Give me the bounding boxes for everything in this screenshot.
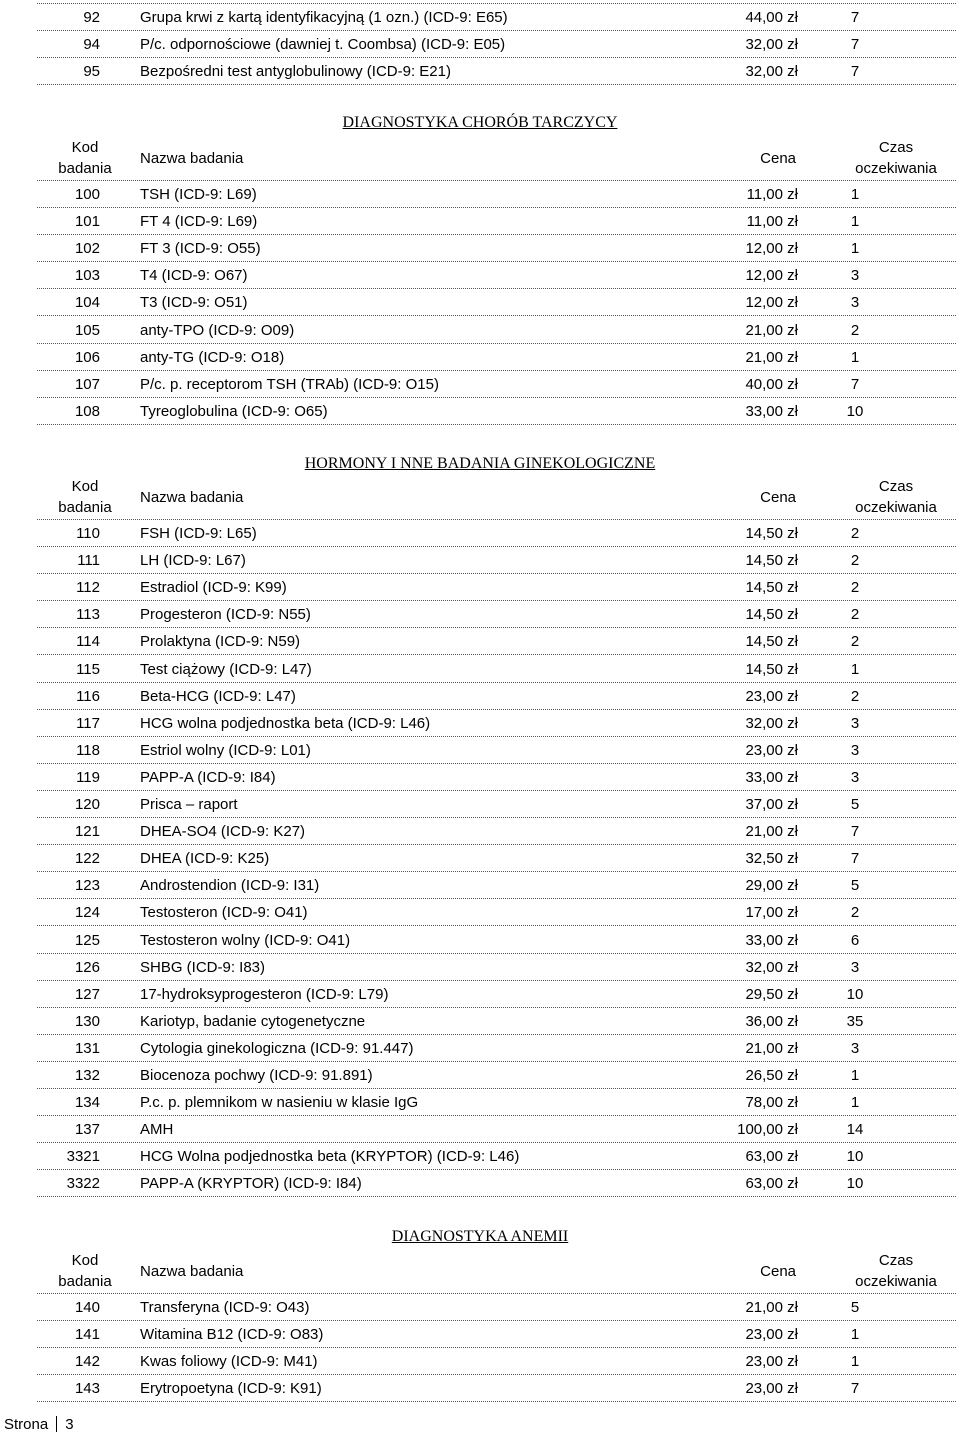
test-code: 95 xyxy=(83,63,100,81)
waiting-time: 7 xyxy=(850,36,860,54)
waiting-time: 10 xyxy=(846,402,864,420)
waiting-time: 7 xyxy=(850,63,860,81)
test-price: 63,00 zł xyxy=(745,1175,798,1193)
test-price: 21,00 zł xyxy=(745,1039,798,1057)
waiting-time: 6 xyxy=(850,931,860,949)
header-code-line: badania xyxy=(58,160,112,177)
test-code: 112 xyxy=(76,579,100,597)
test-name: Prisca – raport xyxy=(140,796,238,813)
header-name: Nazwa badania xyxy=(140,150,244,167)
waiting-time: 7 xyxy=(850,375,860,393)
test-name: Witamina B12 (ICD-9: O83) xyxy=(140,1326,324,1344)
header-code-line: Kod xyxy=(71,478,99,495)
header-wait-line: Czas xyxy=(878,139,914,156)
test-name: Transferyna (ICD-9: O43) xyxy=(140,1299,310,1316)
table-row xyxy=(0,656,960,683)
test-name: FT 3 (ICD-9: O55) xyxy=(140,240,261,258)
waiting-time: 1 xyxy=(850,348,860,366)
table-row xyxy=(0,1008,960,1035)
table-row xyxy=(0,683,960,710)
test-name: anty-TPO (ICD-9: O09) xyxy=(140,321,295,339)
test-price: 44,00 zł xyxy=(745,9,798,26)
test-code: 126 xyxy=(74,958,100,976)
test-price: 23,00 zł xyxy=(745,1353,798,1371)
table-header xyxy=(0,1250,960,1294)
test-code: 120 xyxy=(74,796,100,813)
test-code: 140 xyxy=(74,1299,100,1316)
header-wait-line: oczekiwania xyxy=(855,160,937,177)
table-row xyxy=(0,4,960,31)
row-divider xyxy=(37,424,956,425)
test-price: 100,00 zł xyxy=(737,1121,798,1139)
header-wait xyxy=(836,476,956,518)
test-code: 105 xyxy=(74,321,100,339)
test-code: 100 xyxy=(74,186,100,203)
section-title: DIAGNOSTYKA CHORÓB TARCZYCY xyxy=(342,114,618,131)
table-row xyxy=(0,547,960,574)
waiting-time: 35 xyxy=(846,1012,864,1030)
test-code: 118 xyxy=(76,741,100,759)
table-row xyxy=(0,208,960,235)
test-code: 142 xyxy=(74,1353,100,1371)
test-price: 78,00 zł xyxy=(745,1094,798,1112)
header-code-line: badania xyxy=(58,1273,112,1290)
test-price: 33,00 zł xyxy=(745,931,798,949)
table-row xyxy=(0,398,960,425)
test-price: 14,50 zł xyxy=(745,660,798,678)
waiting-time: 3 xyxy=(850,768,860,786)
test-price: 36,00 zł xyxy=(745,1012,798,1030)
test-price: 32,00 zł xyxy=(745,714,798,732)
waiting-time: 5 xyxy=(850,1299,860,1316)
test-price: 14,50 zł xyxy=(745,633,798,651)
footer-separator xyxy=(56,1416,57,1432)
test-price: 21,00 zł xyxy=(745,321,798,339)
test-price: 29,50 zł xyxy=(745,985,798,1003)
test-code: 101 xyxy=(74,213,100,231)
test-name: Prolaktyna (ICD-9: N59) xyxy=(140,633,301,651)
test-code: 92 xyxy=(83,9,100,26)
footer-page-number: 3 xyxy=(65,1416,74,1433)
test-name: Cytologia ginekologiczna (ICD-9: 91.447) xyxy=(140,1039,414,1057)
waiting-time: 3 xyxy=(850,1039,860,1057)
test-code: 127 xyxy=(74,985,100,1003)
test-price: 23,00 zł xyxy=(745,741,798,759)
waiting-time: 7 xyxy=(850,850,860,868)
test-price: 14,50 zł xyxy=(745,525,798,542)
header-code xyxy=(50,137,120,179)
test-name: Testosteron (ICD-9: O41) xyxy=(140,904,308,922)
test-name: Grupa krwi z kartą identyfikacyjną (1 ozn.) (ICD-9: E65) xyxy=(140,9,508,26)
waiting-time: 3 xyxy=(850,958,860,976)
table-row xyxy=(0,574,960,601)
table-row xyxy=(0,31,960,58)
waiting-time: 2 xyxy=(850,525,860,542)
table-row xyxy=(0,791,960,818)
table-row xyxy=(0,954,960,981)
test-code: 141 xyxy=(74,1326,100,1344)
test-code: 116 xyxy=(76,687,100,705)
section-title: DIAGNOSTYKA ANEMII xyxy=(391,1228,569,1245)
waiting-time: 7 xyxy=(850,1380,860,1398)
test-code: 3322 xyxy=(66,1175,100,1193)
header-wait-line: oczekiwania xyxy=(855,499,937,516)
test-name: PAPP-A (KRYPTOR) (ICD-9: I84) xyxy=(140,1175,362,1193)
header-price: Cena xyxy=(760,150,796,167)
test-name: Erytropoetyna (ICD-9: K91) xyxy=(140,1380,322,1398)
header-name: Nazwa badania xyxy=(140,1263,244,1280)
test-price: 33,00 zł xyxy=(745,402,798,420)
waiting-time: 1 xyxy=(850,1353,860,1371)
test-price: 12,00 zł xyxy=(745,294,798,312)
test-name: HCG wolna podjednostka beta (ICD-9: L46) xyxy=(140,714,431,732)
waiting-time: 2 xyxy=(850,552,860,570)
table-row xyxy=(0,1294,960,1321)
test-name: T3 (ICD-9: O51) xyxy=(140,294,248,312)
test-name: DHEA-SO4 (ICD-9: K27) xyxy=(140,823,306,841)
test-name: P/c. p. receptorom TSH (TRAb) (ICD-9: O15) xyxy=(140,375,439,393)
test-price: 32,00 zł xyxy=(745,36,798,54)
waiting-time: 3 xyxy=(850,294,860,312)
waiting-time: 1 xyxy=(850,1094,860,1112)
page-footer xyxy=(4,1416,74,1433)
header-price: Cena xyxy=(760,1263,796,1280)
table-row xyxy=(0,58,960,85)
test-code: 111 xyxy=(77,552,100,570)
test-price: 14,50 zł xyxy=(745,552,798,570)
header-price: Cena xyxy=(760,489,796,506)
waiting-time: 2 xyxy=(850,687,860,705)
test-name: Testosteron wolny (ICD-9: O41) xyxy=(140,931,351,949)
test-price: 21,00 zł xyxy=(745,1299,798,1316)
test-price: 33,00 zł xyxy=(745,768,798,786)
table-row xyxy=(0,628,960,655)
test-name: T4 (ICD-9: O67) xyxy=(140,267,248,285)
waiting-time: 1 xyxy=(850,1067,860,1084)
test-price: 11,00 zł xyxy=(746,186,798,203)
table-row xyxy=(0,1089,960,1116)
header-wait-line: Czas xyxy=(878,1252,914,1269)
test-code: 114 xyxy=(76,633,100,651)
test-price: 29,00 zł xyxy=(745,877,798,895)
test-name: 17-hydroksyprogesteron (ICD-9: L79) xyxy=(140,985,389,1003)
test-price: 21,00 zł xyxy=(745,823,798,841)
waiting-time: 2 xyxy=(850,904,860,922)
test-name: Estradiol (ICD-9: K99) xyxy=(140,579,287,597)
test-code: 3321 xyxy=(66,1148,100,1166)
test-price: 23,00 zł xyxy=(745,1380,798,1398)
test-code: 94 xyxy=(83,36,100,54)
test-code: 115 xyxy=(76,660,100,678)
header-code-line: Kod xyxy=(71,139,99,156)
test-price: 11,00 zł xyxy=(746,213,798,231)
table-row xyxy=(0,1321,960,1348)
waiting-time: 1 xyxy=(850,240,860,258)
table-row xyxy=(0,899,960,926)
waiting-time: 2 xyxy=(850,579,860,597)
test-code: 124 xyxy=(74,904,100,922)
test-name: Androstendion (ICD-9: I31) xyxy=(140,877,320,895)
test-name: AMH xyxy=(140,1121,174,1139)
waiting-time: 2 xyxy=(850,321,860,339)
table-row xyxy=(0,1348,960,1375)
test-code: 108 xyxy=(74,402,100,420)
test-price: 14,50 zł xyxy=(745,606,798,624)
waiting-time: 5 xyxy=(850,796,860,813)
table-header xyxy=(0,476,960,520)
table-row xyxy=(0,235,960,262)
test-code: 130 xyxy=(74,1012,100,1030)
table-row xyxy=(0,344,960,371)
test-price: 23,00 zł xyxy=(745,687,798,705)
table-row xyxy=(0,927,960,954)
test-name: Kwas foliowy (ICD-9: M41) xyxy=(140,1353,318,1371)
test-name: P.c. p. plemnikom w nasieniu w klasie IgG xyxy=(140,1094,419,1112)
test-name: P/c. odpornościowe (dawniej t. Coombsa) (ICD-9: E05) xyxy=(140,36,506,54)
test-code: 122 xyxy=(74,850,100,868)
test-price: 23,00 zł xyxy=(745,1326,798,1344)
test-price: 21,00 zł xyxy=(745,348,798,366)
footer-label: Strona xyxy=(4,1416,49,1433)
header-wait-line: oczekiwania xyxy=(855,1273,937,1290)
waiting-time: 3 xyxy=(850,741,860,759)
table-row xyxy=(0,371,960,398)
table-row xyxy=(0,289,960,316)
waiting-time: 10 xyxy=(846,985,864,1003)
table-row xyxy=(0,1170,960,1197)
table-row xyxy=(0,710,960,737)
waiting-time: 1 xyxy=(850,1326,860,1344)
test-name: DHEA (ICD-9: K25) xyxy=(140,850,270,868)
waiting-time: 1 xyxy=(850,660,860,678)
test-name: FSH (ICD-9: L65) xyxy=(140,525,257,542)
table-row xyxy=(0,872,960,899)
test-code: 134 xyxy=(74,1094,100,1112)
test-name: SHBG (ICD-9: I83) xyxy=(140,958,266,976)
test-code: 104 xyxy=(74,294,100,312)
test-price: 14,50 zł xyxy=(745,579,798,597)
waiting-time: 7 xyxy=(850,9,860,26)
table-row xyxy=(0,1375,960,1402)
table-row xyxy=(0,262,960,289)
test-price: 26,50 zł xyxy=(745,1067,798,1084)
header-name: Nazwa badania xyxy=(140,489,244,506)
test-code: 113 xyxy=(76,606,100,624)
waiting-time: 2 xyxy=(850,606,860,624)
table-row xyxy=(0,981,960,1008)
test-code: 125 xyxy=(74,931,100,949)
test-code: 123 xyxy=(74,877,100,895)
row-divider xyxy=(37,1196,956,1197)
test-price: 40,00 zł xyxy=(745,375,798,393)
waiting-time: 10 xyxy=(846,1148,864,1166)
test-code: 117 xyxy=(76,714,100,732)
row-divider xyxy=(37,84,956,85)
header-wait-line: Czas xyxy=(878,478,914,495)
test-name: TSH (ICD-9: L69) xyxy=(140,186,257,203)
table-row xyxy=(0,520,960,547)
header-code xyxy=(50,1250,120,1292)
waiting-time: 14 xyxy=(846,1121,864,1139)
waiting-time: 3 xyxy=(850,714,860,732)
table-row xyxy=(0,764,960,791)
section-title: HORMONY I NNE BADANIA GINEKOLOGICZNE xyxy=(304,455,656,472)
test-name: anty-TG (ICD-9: O18) xyxy=(140,348,285,366)
header-wait xyxy=(836,1250,956,1292)
test-name: Tyreoglobulina (ICD-9: O65) xyxy=(140,402,328,420)
header-code xyxy=(50,476,120,518)
table-header xyxy=(0,137,960,181)
test-name: Kariotyp, badanie cytogenetyczne xyxy=(140,1012,366,1030)
test-name: Bezpośredni test antyglobulinowy (ICD-9: E21) xyxy=(140,63,451,81)
table-row xyxy=(0,845,960,872)
test-name: Biocenoza pochwy (ICD-9: 91.891) xyxy=(140,1067,373,1084)
waiting-time: 3 xyxy=(850,267,860,285)
test-code: 131 xyxy=(74,1039,100,1057)
test-name: LH (ICD-9: L67) xyxy=(140,552,246,570)
test-price: 12,00 zł xyxy=(745,267,798,285)
test-code: 107 xyxy=(74,375,100,393)
test-name: PAPP-A (ICD-9: I84) xyxy=(140,768,276,786)
test-name: Progesteron (ICD-9: N55) xyxy=(140,606,311,624)
header-code-line: badania xyxy=(58,499,112,516)
test-code: 119 xyxy=(76,768,100,786)
test-code: 102 xyxy=(74,240,100,258)
table-row xyxy=(0,818,960,845)
test-code: 110 xyxy=(76,525,100,542)
test-price: 32,00 zł xyxy=(745,958,798,976)
waiting-time: 2 xyxy=(850,633,860,651)
test-price: 37,00 zł xyxy=(745,796,798,813)
test-code: 103 xyxy=(74,267,100,285)
waiting-time: 5 xyxy=(850,877,860,895)
waiting-time: 10 xyxy=(846,1175,864,1193)
waiting-time: 1 xyxy=(850,186,860,203)
table-row xyxy=(0,1062,960,1089)
waiting-time: 1 xyxy=(850,213,860,231)
test-code: 132 xyxy=(74,1067,100,1084)
test-code: 143 xyxy=(74,1380,100,1398)
table-row xyxy=(0,601,960,628)
test-code: 137 xyxy=(74,1121,100,1139)
table-row xyxy=(0,737,960,764)
test-price: 32,00 zł xyxy=(745,63,798,81)
waiting-time: 7 xyxy=(850,823,860,841)
test-name: Estriol wolny (ICD-9: L01) xyxy=(140,741,311,759)
test-name: FT 4 (ICD-9: L69) xyxy=(140,213,258,231)
test-name: Beta-HCG (ICD-9: L47) xyxy=(140,687,296,705)
test-price: 17,00 zł xyxy=(745,904,798,922)
table-row xyxy=(0,1116,960,1143)
test-price: 32,50 zł xyxy=(745,850,798,868)
header-wait xyxy=(836,137,956,179)
test-code: 106 xyxy=(74,348,100,366)
table-row xyxy=(0,1035,960,1062)
test-name: HCG Wolna podjednostka beta (KRYPTOR) (ICD-9: L46) xyxy=(140,1148,520,1166)
header-code-line: Kod xyxy=(71,1252,99,1269)
table-row xyxy=(0,181,960,208)
test-price: 12,00 zł xyxy=(745,240,798,258)
table-row xyxy=(0,1143,960,1170)
table-row xyxy=(0,317,960,344)
test-price: 63,00 zł xyxy=(745,1148,798,1166)
test-name: Test ciążowy (ICD-9: L47) xyxy=(140,660,312,678)
test-code: 121 xyxy=(74,823,100,841)
row-divider xyxy=(37,1401,956,1402)
